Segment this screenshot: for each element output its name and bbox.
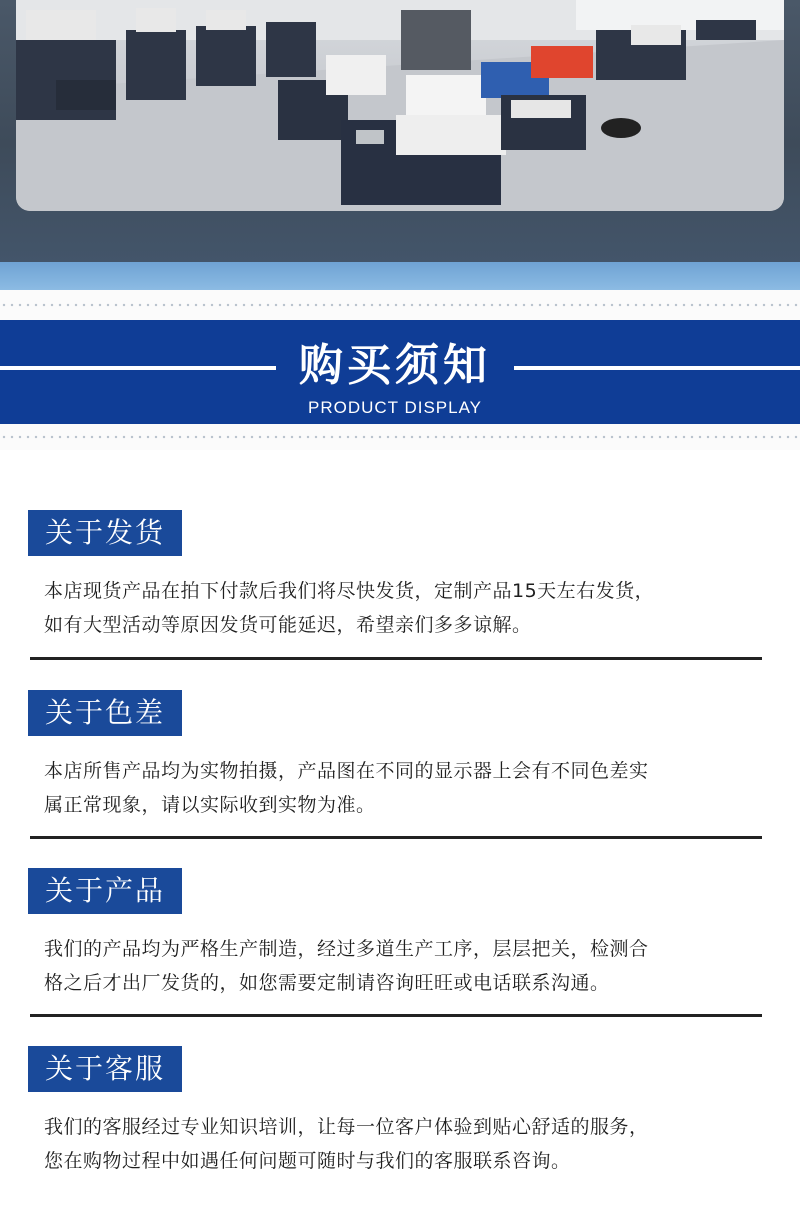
purchase-notice-banner (0, 290, 800, 450)
factory-machines-photo (16, 0, 784, 211)
dot-pattern-top (0, 302, 800, 308)
section-divider (30, 1014, 762, 1017)
section-line: 本店现货产品在拍下付款后我们将尽快发货，定制产品15天左右发货， (44, 580, 655, 602)
section-line: 我们的客服经过专业知识培训，让每一位客户体验到贴心舒适的服务， (44, 1116, 649, 1138)
blue-divider-strip (0, 262, 800, 290)
section-text (44, 1110, 774, 1178)
section-line: 属正常现象，请以实际收到实物为准。 (44, 794, 376, 816)
section-text (44, 574, 774, 642)
section-label: 关于色差 (28, 690, 182, 736)
banner-line-left (0, 366, 276, 370)
section-line: 您在购物过程中如遇任何问题可随时与我们的客服联系咨询。 (44, 1150, 571, 1172)
section-label: 关于产品 (28, 868, 182, 914)
section-line: 本店所售产品均为实物拍摄，产品图在不同的显示器上会有不同色差实 (44, 760, 649, 782)
dot-pattern-bottom (0, 434, 800, 440)
banner-subtitle: PRODUCT DISPLAY (307, 398, 483, 417)
banner-line-right (514, 366, 800, 370)
section-line: 如有大型活动等原因发货可能延迟，希望亲们多多谅解。 (44, 614, 532, 636)
section-divider (30, 836, 762, 839)
section-line: 我们的产品均为严格生产制造，经过多道生产工序，层层把关，检测合 (44, 938, 649, 960)
banner-title: 购买须知 (299, 340, 491, 391)
section-text (44, 754, 774, 822)
section-line: 格之后才出厂发货的，如您需要定制请咨询旺旺或电话联系沟通。 (44, 972, 610, 994)
section-label: 关于发货 (28, 510, 182, 556)
top-photo-band (0, 0, 800, 262)
section-divider (30, 657, 762, 660)
banner-bar (0, 320, 800, 424)
section-label: 关于客服 (28, 1046, 182, 1092)
section-text (44, 932, 774, 1000)
